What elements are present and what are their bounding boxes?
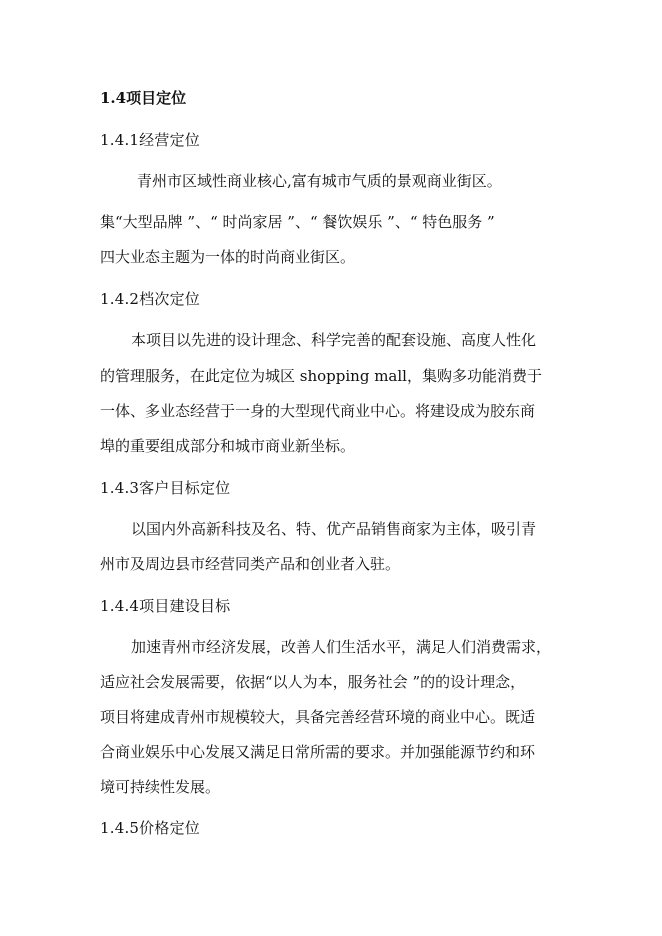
paragraph-line: 埠的重要组成部分和城市商业新坐标。 xyxy=(100,437,356,455)
paragraph-line: 四大业态主题为一体的时尚商业街区。 xyxy=(100,248,356,266)
paragraph-line: 境可持续性发展。 xyxy=(100,778,221,796)
paragraph-line: 合商业娱乐中心发展又满足日常所需的要求。并加强能源节约和环 xyxy=(100,743,536,761)
paragraph-line: 州市及周边县市经营同类产品和创业者入驻。 xyxy=(100,555,401,573)
subsection-heading-grade: 1.4.2档次定位 xyxy=(100,290,200,308)
paragraph-line: 一体、多业态经营于一身的大型现代商业中心。将建设成为胶东商 xyxy=(100,402,536,420)
paragraph-line: 加速青州市经济发展，改善人们生活水平，满足人们消费需求， xyxy=(131,638,552,656)
subsection-heading-operation: 1.4.1经营定位 xyxy=(100,131,200,149)
paragraph-line: 适应社会发展需要，依据“以人为本，服务社会 ”的的设计理念， xyxy=(100,673,526,691)
paragraph-line: 的管理服务，在此定位为城区 shopping mall，集购多功能消费于 xyxy=(100,367,542,385)
paragraph-line: 以国内外高新科技及名、特、优产品销售商家为主体，吸引青 xyxy=(131,520,537,538)
paragraph-line: 青州市区域性商业核心,富有城市气质的景观商业街区。 xyxy=(137,172,502,190)
paragraph-line: 项目将建成青州市规模较大，具备完善经营环境的商业中心。既适 xyxy=(100,708,536,726)
subsection-heading-customer: 1.4.3客户目标定位 xyxy=(100,479,231,497)
paragraph-line: 集“大型品牌 ”、“ 时尚家居 ”、“ 餐饮娱乐 ”、“ 特色服务 ” xyxy=(100,213,495,231)
section-title: 1.4项目定位 xyxy=(100,89,187,107)
subsection-heading-price: 1.4.5价格定位 xyxy=(100,819,200,837)
paragraph-line: 本项目以先进的设计理念、科学完善的配套设施、高度人性化 xyxy=(131,331,537,349)
subsection-heading-goal: 1.4.4项目建设目标 xyxy=(100,597,231,615)
